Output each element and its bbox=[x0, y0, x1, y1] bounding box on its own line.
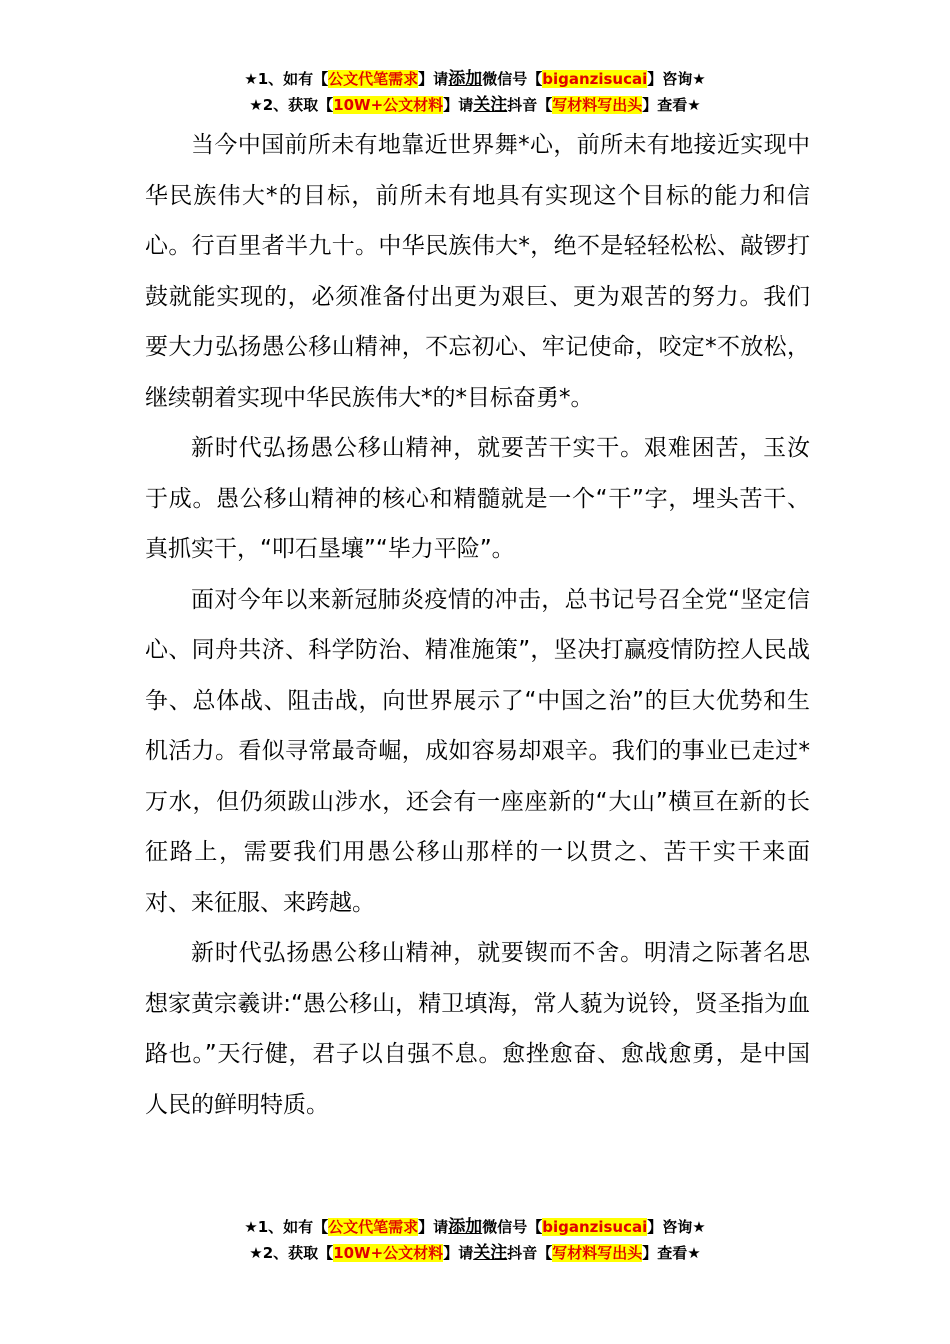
paragraph: 当今中国前所未有地靠近世界舞*心，前所未有地接近实现中华民族伟大*的目标，前所未有地具有实现这个目标的能力和信心。行百里者半九十。中华民族伟大*，绝不是轻轻松松、敲锣打鼓就能实现的，必须准备付出更为艰巨、更为艰苦的努力。我们要大力弘扬愚公移山精神，不忘初心、牢记使命，咬定*不放松，继续朝着实现中华民族伟大*的*目标奋勇*。 bbox=[145, 132, 810, 411]
paragraph: 面对今年以来新冠肺炎疫情的冲击，总书记号召全党“坚定信心、同舟共济、科学防治、精准施策”，坚决打赢疫情防控人民战争、总体战、阻击战，向世界展示了“中国之治”的巨大优势和生机活力。看似寻常最奇崛，成如容易却艰辛。我们的事业已走过*万水，但仍须跋山涉水，还会有一座座新的“大山”横亘在新的长征路上，需要我们用愚公移山那样的一以贯之、苦干实干来面对、来征服、来跨越。 bbox=[145, 586, 810, 916]
highlight-wechat-id: biganzisucai bbox=[542, 1218, 648, 1236]
highlight-service: 公文代笔需求 bbox=[328, 70, 419, 88]
highlight-wechat-id: biganzisucai bbox=[542, 70, 648, 88]
banner-line-1: ★1、如有【公文代笔需求】请添加微信号【biganzisucai】咨询★ bbox=[244, 1217, 706, 1237]
banner-line-2: ★2、获取【10W+公文材料】请关注抖音【写材料写出头】查看★ bbox=[249, 95, 701, 115]
highlight-douyin: 写材料写出头 bbox=[552, 96, 643, 114]
banner-line-2: ★2、获取【10W+公文材料】请关注抖音【写材料写出头】查看★ bbox=[249, 1243, 701, 1263]
footer-banner bbox=[0, 1214, 950, 1266]
highlight-materials: 10W+公文材料 bbox=[333, 96, 444, 114]
header-banner bbox=[0, 66, 950, 118]
paragraph: 新时代弘扬愚公移山精神，就要锲而不舍。明清之际著名思想家黄宗羲讲:“愚公移山，精卫填海，常人藐为说铃，贤圣指为血路也。”天行健，君子以自强不息。愈挫愈奋、愈战愈勇，是中国人民的鲜明特质。 bbox=[145, 940, 810, 1118]
document-body bbox=[145, 120, 810, 1130]
highlight-douyin: 写材料写出头 bbox=[552, 1244, 643, 1262]
banner-line-1: ★1、如有【公文代笔需求】请添加微信号【biganzisucai】咨询★ bbox=[244, 69, 706, 89]
paragraph: 新时代弘扬愚公移山精神，就要苦干实干。艰难困苦，玉汝于成。愚公移山精神的核心和精髓就是一个“干”字，埋头苦干、真抓实干，“叩石垦壤”“毕力平险”。 bbox=[145, 435, 810, 562]
highlight-materials: 10W+公文材料 bbox=[333, 1244, 444, 1262]
highlight-service: 公文代笔需求 bbox=[328, 1218, 419, 1236]
